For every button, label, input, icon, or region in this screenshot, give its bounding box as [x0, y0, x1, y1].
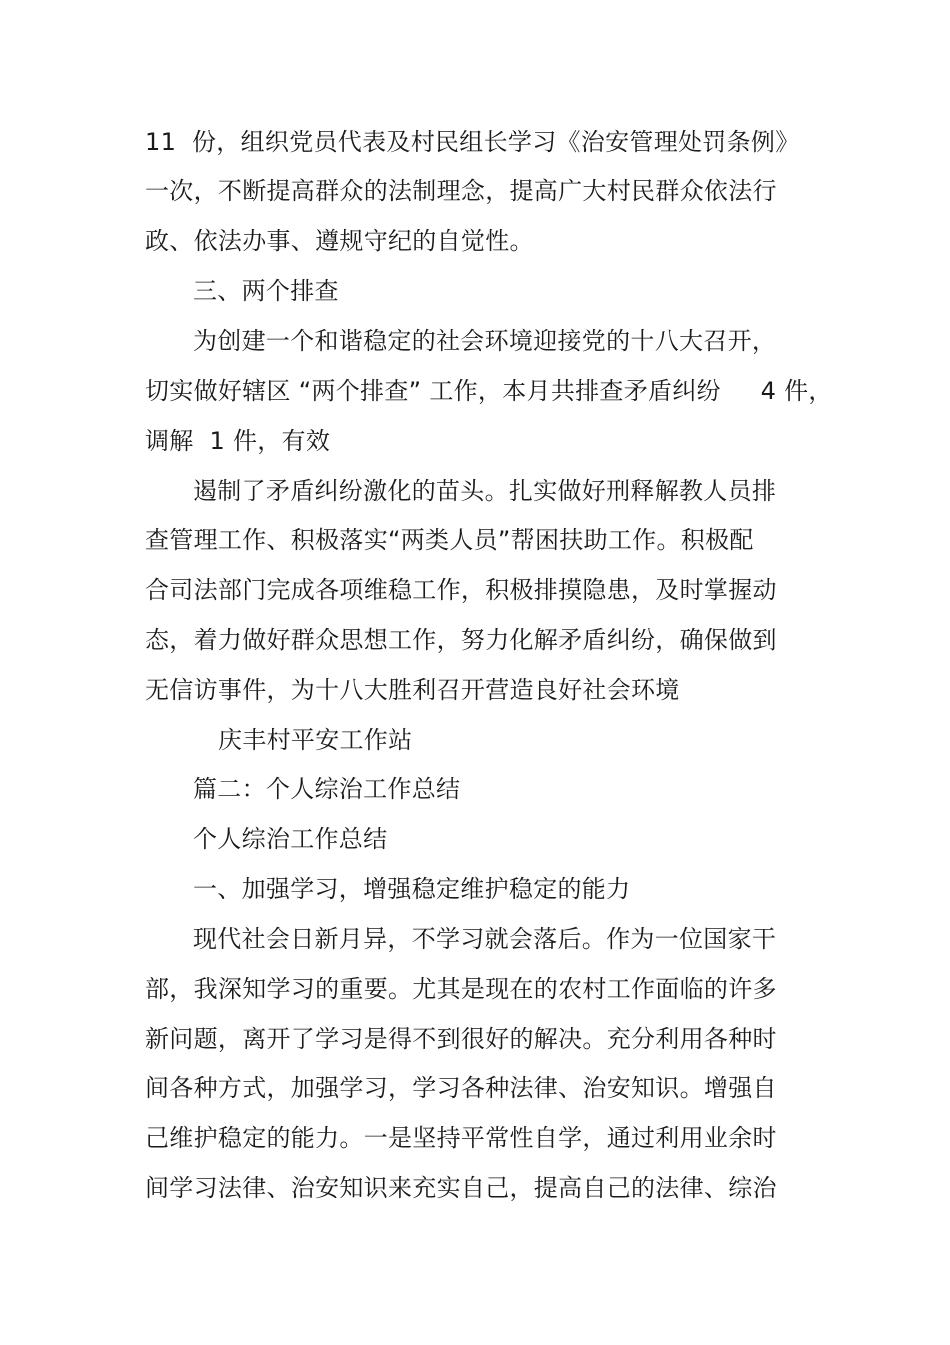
- paragraph-line: 调解 1 件，有效: [145, 427, 331, 455]
- article-title: 个人综治工作总结: [193, 825, 388, 853]
- paragraph-line: 部，我深知学习的重要。尤其是现在的农村工作面临的许多: [145, 975, 777, 1003]
- section-heading: 三、两个排查: [193, 277, 339, 305]
- paragraph-line: 合司法部门完成各项维稳工作，积极排摸隐患，及时掌握动: [145, 576, 777, 604]
- paragraph-line: 一次，不断提高群众的法制理念，提高广大村民群众依法行: [145, 177, 777, 205]
- section-heading: 一、加强学习，增强稳定维护稳定的能力: [193, 875, 631, 903]
- article-heading: 篇二：个人综治工作总结: [193, 775, 461, 803]
- paragraph-line: 查管理工作、积极落实“两类人员”帮困扶助工作。积极配: [145, 526, 754, 554]
- paragraph-line: 现代社会日新月异，不学习就会落后。作为一位国家干: [193, 925, 777, 953]
- paragraph-line: 态，着力做好群众思想工作，努力化解矛盾纠纷，确保做到: [145, 626, 777, 654]
- paragraph-line: 11 份，组织党员代表及村民组长学习《治安管理处罚条例》: [145, 128, 800, 156]
- paragraph-line: 遏制了矛盾纠纷激化的苗头。扎实做好刑释解教人员排: [193, 477, 777, 505]
- paragraph-line: 无信访事件，为十八大胜利召开营造良好社会环境: [145, 676, 680, 704]
- signature-line: 庆丰村平安工作站: [218, 726, 413, 754]
- paragraph-line: 切实做好辖区 “两个排查” 工作，本月共排查矛盾纠纷 4 件，: [145, 377, 833, 405]
- paragraph-line: 间学习法律、治安知识来充实自己，提高自己的法律、综治: [145, 1174, 777, 1202]
- paragraph-line: 间各种方式，加强学习，学习各种法律、治安知识。增强自: [145, 1074, 777, 1102]
- paragraph-line: 己维护稳定的能力。一是坚持平常性自学，通过利用业余时: [145, 1124, 777, 1152]
- paragraph-line: 为创建一个和谐稳定的社会环境迎接党的十八大召开，: [193, 327, 777, 355]
- paragraph-line: 政、依法办事、遵规守纪的自觉性。: [145, 227, 534, 255]
- paragraph-line: 新问题，离开了学习是得不到很好的解决。充分利用各种时: [145, 1025, 777, 1053]
